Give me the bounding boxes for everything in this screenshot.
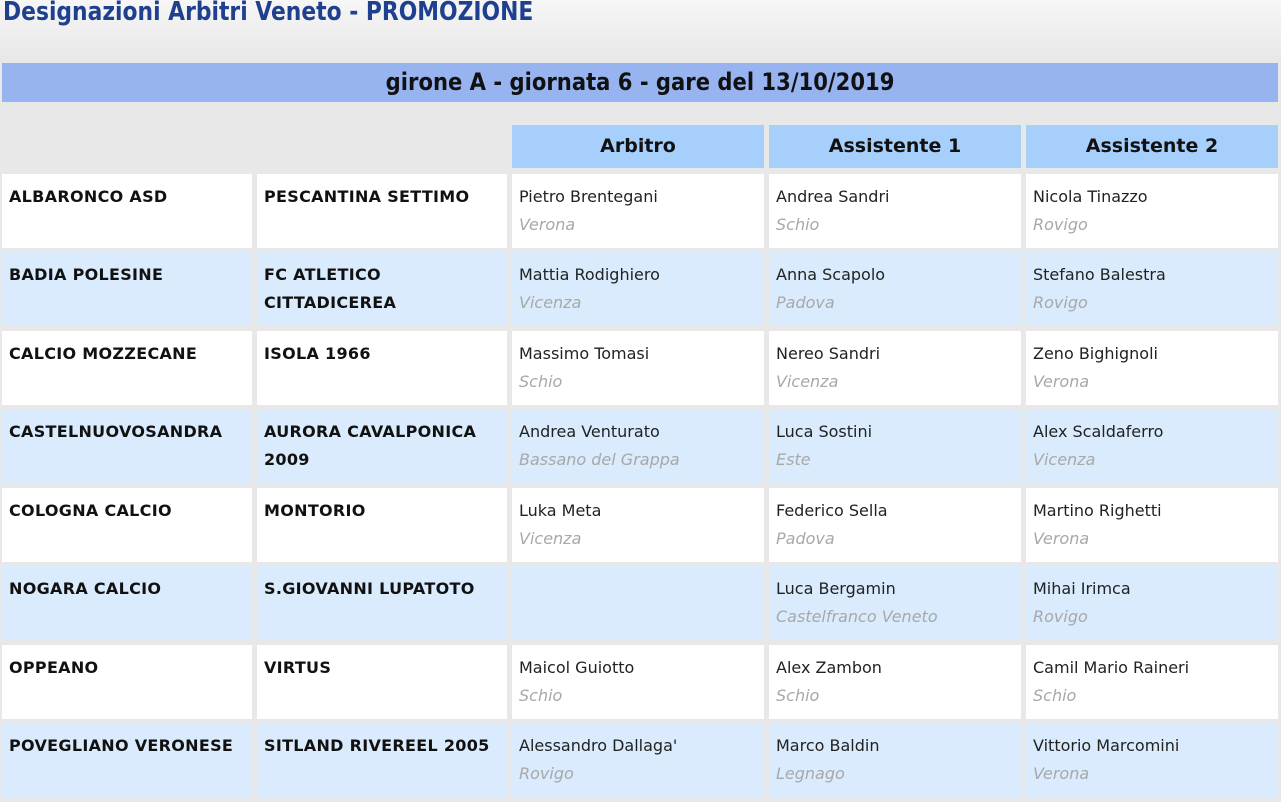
- home-team-cell: [2, 174, 252, 248]
- assistente-2-cell: [1026, 488, 1278, 562]
- assistente-1-city: Legnago: [776, 764, 845, 783]
- column-header-assistente-2: Assistente 2: [1026, 125, 1278, 168]
- table-row: [0, 566, 1281, 640]
- assistente-1-city: Vicenza: [776, 372, 839, 391]
- assistente-2-cell: [1026, 331, 1278, 405]
- arbitro-name: Mattia Rodighiero: [519, 265, 660, 284]
- arbitro-name: Maicol Guiotto: [519, 658, 635, 677]
- group-header-bar: [2, 63, 1278, 102]
- column-header-arbitro: Arbitro: [512, 125, 764, 168]
- column-header-assistente-1: Assistente 1: [769, 125, 1021, 168]
- home-team-name: COLOGNA CALCIO: [9, 501, 172, 520]
- away-team-cell: [257, 488, 507, 562]
- assistente-1-city: Este: [776, 450, 811, 469]
- assistente-2-cell: [1026, 409, 1278, 483]
- table-row: [0, 331, 1281, 405]
- home-team-name: CALCIO MOZZECANE: [9, 344, 198, 363]
- home-team-cell: [2, 409, 252, 483]
- table-row: [0, 723, 1281, 797]
- assistente-2-name: Martino Righetti: [1033, 501, 1162, 520]
- assistente-1-cell: [769, 409, 1021, 483]
- assistente-2-city: Verona: [1033, 529, 1090, 548]
- away-team-cell: [257, 723, 507, 797]
- arbitro-name: Luka Meta: [519, 501, 602, 520]
- assistente-1-name: Luca Sostini: [776, 422, 873, 441]
- home-team-name: ALBARONCO ASD: [9, 187, 168, 206]
- assistente-1-cell: [769, 331, 1021, 405]
- assistente-2-city: Verona: [1033, 372, 1090, 391]
- arbitro-cell: [512, 252, 764, 326]
- assistente-2-name: Zeno Bighignoli: [1033, 344, 1158, 363]
- assistente-1-cell: [769, 174, 1021, 248]
- assistente-2-name: Camil Mario Raineri: [1033, 658, 1190, 677]
- arbitro-name: Alessandro Dallaga': [519, 736, 678, 755]
- assistente-2-city: Rovigo: [1033, 293, 1088, 312]
- away-team-cell: [257, 645, 507, 719]
- assistente-2-city: Rovigo: [1033, 215, 1088, 234]
- arbitro-city: Verona: [519, 215, 576, 234]
- home-team-cell: [2, 252, 252, 326]
- arbitro-cell: [512, 488, 764, 562]
- arbitro-cell: [512, 723, 764, 797]
- away-team-cell: [257, 566, 507, 640]
- arbitro-city: Bassano del Grappa: [519, 450, 680, 469]
- away-team-name: ISOLA 1966: [264, 344, 371, 363]
- away-team-name: FC ATLETICO CITTADICEREA: [264, 265, 397, 312]
- away-team-name: AURORA CAVALPONICA 2009: [264, 422, 477, 469]
- table-row: [0, 174, 1281, 248]
- table-row: [0, 645, 1281, 719]
- arbitro-city: Schio: [519, 372, 563, 391]
- assistente-1-name: Federico Sella: [776, 501, 888, 520]
- home-team-cell: [2, 723, 252, 797]
- home-team-cell: [2, 488, 252, 562]
- arbitro-cell: [512, 331, 764, 405]
- assistente-1-city: Schio: [776, 686, 820, 705]
- table-row: [0, 252, 1281, 326]
- assistente-1-cell: [769, 645, 1021, 719]
- assistente-1-cell: [769, 566, 1021, 640]
- assistente-2-cell: [1026, 174, 1278, 248]
- table-row: [0, 488, 1281, 562]
- assistente-1-name: Nereo Sandri: [776, 344, 881, 363]
- home-team-name: BADIA POLESINE: [9, 265, 164, 284]
- away-team-name: SITLAND RIVEREEL 2005: [264, 736, 490, 755]
- away-team-cell: [257, 331, 507, 405]
- assistente-2-name: Mihai Irimca: [1033, 579, 1131, 598]
- assistente-1-name: Anna Scapolo: [776, 265, 886, 284]
- assistente-1-city: Schio: [776, 215, 820, 234]
- assistente-2-city: Verona: [1033, 764, 1090, 783]
- arbitro-name: Pietro Brentegani: [519, 187, 658, 206]
- away-team-name: MONTORIO: [264, 501, 366, 520]
- assistente-1-name: Marco Baldin: [776, 736, 880, 755]
- away-team-cell: [257, 409, 507, 483]
- home-team-name: POVEGLIANO VERONESE: [9, 736, 234, 755]
- assistente-2-city: Vicenza: [1033, 450, 1096, 469]
- away-team-cell: [257, 252, 507, 326]
- assistente-1-cell: [769, 723, 1021, 797]
- home-team-name: NOGARA CALCIO: [9, 579, 162, 598]
- arbitro-cell: [512, 566, 764, 640]
- arbitro-city: Schio: [519, 686, 563, 705]
- away-team-name: PESCANTINA SETTIMO: [264, 187, 470, 206]
- assistente-1-cell: [769, 252, 1021, 326]
- assistente-2-cell: [1026, 566, 1278, 640]
- arbitro-city: Rovigo: [519, 764, 574, 783]
- assistente-1-city: Padova: [776, 529, 835, 548]
- away-team-name: VIRTUS: [264, 658, 332, 677]
- home-team-name: OPPEANO: [9, 658, 99, 677]
- table-row: [0, 409, 1281, 483]
- assistente-2-cell: [1026, 252, 1278, 326]
- assistente-2-cell: [1026, 645, 1278, 719]
- arbitro-name: Massimo Tomasi: [519, 344, 650, 363]
- assistente-2-name: Nicola Tinazzo: [1033, 187, 1148, 206]
- away-team-cell: [257, 174, 507, 248]
- arbitro-cell: [512, 409, 764, 483]
- group-header-label: girone A - giornata 6 - gare del 13/10/2019: [385, 68, 895, 96]
- away-team-name: S.GIOVANNI LUPATOTO: [264, 579, 475, 598]
- page-title: Designazioni Arbitri Veneto - PROMOZIONE: [3, 0, 534, 27]
- assistente-2-city: Rovigo: [1033, 607, 1088, 626]
- assistente-2-cell: [1026, 723, 1278, 797]
- arbitro-cell: [512, 645, 764, 719]
- assistente-2-city: Schio: [1033, 686, 1077, 705]
- home-team-name: CASTELNUOVOSANDRA: [9, 422, 223, 441]
- home-team-cell: [2, 645, 252, 719]
- assistente-1-cell: [769, 488, 1021, 562]
- assistente-1-name: Luca Bergamin: [776, 579, 896, 598]
- assistente-1-city: Castelfranco Veneto: [776, 607, 938, 626]
- assistente-1-city: Padova: [776, 293, 835, 312]
- assistente-1-name: Andrea Sandri: [776, 187, 890, 206]
- home-team-cell: [2, 566, 252, 640]
- assistente-2-name: Stefano Balestra: [1033, 265, 1166, 284]
- assistente-2-name: Alex Scaldaferro: [1033, 422, 1164, 441]
- arbitro-name: Andrea Venturato: [519, 422, 660, 441]
- arbitro-cell: [512, 174, 764, 248]
- assistente-1-name: Alex Zambon: [776, 658, 882, 677]
- home-team-cell: [2, 331, 252, 405]
- arbitro-city: Vicenza: [519, 293, 582, 312]
- assistente-2-name: Vittorio Marcomini: [1033, 736, 1180, 755]
- arbitro-city: Vicenza: [519, 529, 582, 548]
